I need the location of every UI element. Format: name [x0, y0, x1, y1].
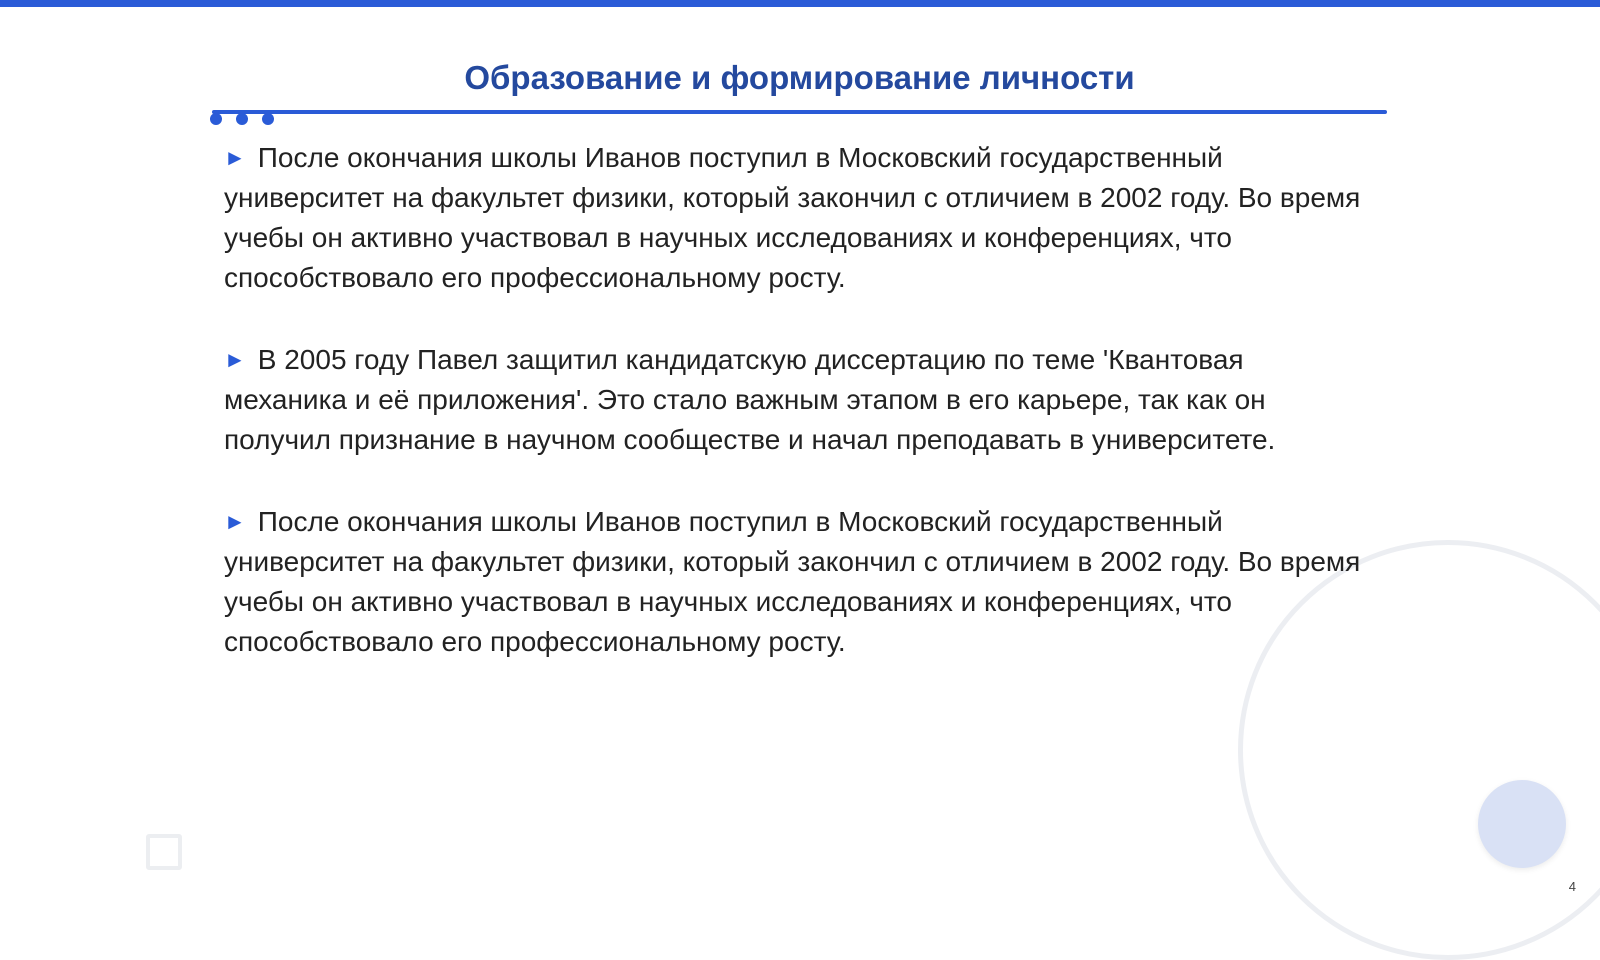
bullet-paragraph [224, 138, 1374, 298]
underline-dot [262, 113, 274, 125]
title-underline [212, 110, 1387, 114]
paragraph-text: После окончания школы Иванов поступил в Московский государственный университет на факультет физики, который закончил с отличием в 2002 году. Во время учебы он активно участвовал в научных исследованиях и конференциях, что способствовало его профессиональному росту. [224, 142, 1361, 293]
paragraph-text: В 2005 году Павел защитил кандидатскую диссертацию по теме 'Квантовая механика и её приложения'. Это стало важным этапом в его карьере, так как он получил признание в научном сообществе и начал преподавать в университете. [224, 344, 1276, 455]
top-accent-bar [0, 0, 1600, 7]
slide-content [224, 138, 1374, 704]
bullet-arrow-icon: ► [224, 347, 246, 372]
bullet-paragraph [224, 340, 1374, 460]
bullet-paragraph [224, 502, 1374, 662]
bullet-arrow-icon: ► [224, 145, 246, 170]
decorative-dot [1478, 780, 1566, 868]
paragraph-text: После окончания школы Иванов поступил в Московский государственный университет на факультет физики, который закончил с отличием в 2002 году. Во время учебы он активно участвовал в научных исследованиях и конференциях, что способствовало его профессиональному росту. [224, 506, 1361, 657]
underline-dot [236, 113, 248, 125]
page-number: 4 [1568, 879, 1576, 894]
decorative-square [146, 834, 182, 870]
underline-dot [210, 113, 222, 125]
slide-title: Образование и формирование личности [464, 59, 1135, 96]
bullet-arrow-icon: ► [224, 509, 246, 534]
